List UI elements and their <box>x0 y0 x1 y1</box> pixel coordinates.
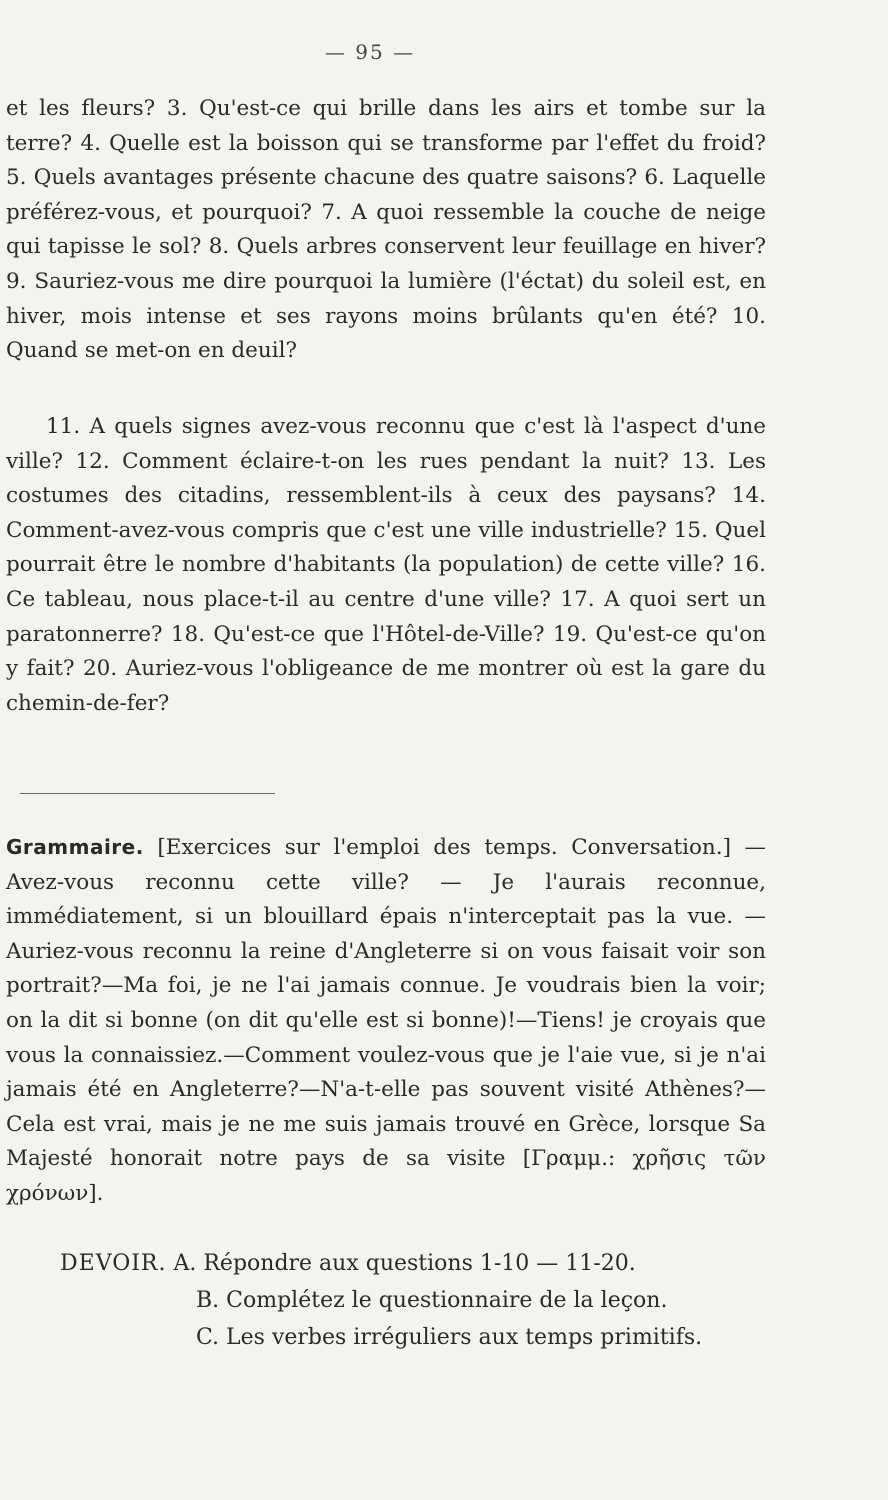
grammaire-paragraph <box>6 830 766 1212</box>
devoir-label: DEVOIR. <box>60 1251 167 1276</box>
section-divider <box>20 793 275 794</box>
devoir-item-b: B. Complétez le questionnaire de la leçon. <box>196 1288 668 1313</box>
grammaire-label: Grammaire. <box>6 835 144 859</box>
page-number: — 95 — <box>324 40 416 64</box>
devoir-item-c: C. Les verbes irréguliers aux temps primitifs. <box>196 1325 703 1350</box>
questions-paragraph-2: 11. A quels signes avez-vous reconnu que c'est là l'aspect d'une ville? 12. Comment éclaire-t-on les rues pendant la nuit? 13. Les costumes des citadins, ressemblent-ils à ceux des paysans? 14. Comment-avez-vous compris que c'est une ville industrielle? 15. Quel pourrait être le nombre d'habitants (la population) de cette ville? 16. Ce tableau, nous place-t-il au centre d'une ville? 17. A quoi sert un paratonnerre? 18. Qu'est-ce que l'Hôtel-de-Ville? 19. Qu'est-ce qu'on y fait? 20. Auriez-vous l'obligeance de me montrer où est la gare du chemin-de-fer? <box>6 414 766 716</box>
devoir-item-a: A. Répondre aux questions 1-10 — 11-20. <box>173 1251 636 1276</box>
devoir-section <box>60 1245 820 1356</box>
grammaire-text: [Exercices sur l'emploi des temps. Conversation.] — Avez-vous reconnu cette ville? — Je l'aurais reconnue, immédiatement, si un blouillard épais n'interceptait pas la vue. — Auriez-vous reconnu la reine d'Angleterre si on vous faisait voir son portrait?—Ma foi, je ne l'ai jamais connue. Je voudrais bien la voir; on la dit si bonne (on dit qu'elle est si bonne)!—Tiens! je croyais que vous la connaissiez.—Comment voulez-vous que je l'aie vue, si je n'ai jamais été en Angleterre?—N'a-t-elle pas souvent visité Athènes?—Cela est vrai, mais je ne me suis jamais trouvé en Grèce, lorsque Sa Majesté honorait notre pays de sa visite [Γραμμ.: χρῆσις τῶν χρόνων]. <box>6 835 766 1206</box>
devoir-item <box>60 1245 820 1282</box>
questions-paragraph-1: et les fleurs? 3. Qu'est-ce qui brille dans les airs et tombe sur la terre? 4. Quelle est la boisson qui se transforme par l'effet du froid? 5. Quels avantages présente chacune des quatre saisons? 6. Laquelle préférez-vous, et pourquoi? 7. A quoi ressemble la couche de neige qui tapisse le sol? 8. Quels arbres conservent leur feuillage en hiver? 9. Sauriez-vous me dire pourquoi la lumière (l'éctat) du soleil est, en hiver, mois intense et ses rayons moins brûlants qu'en été? 10. Quand se met-on en deuil? <box>6 96 766 364</box>
